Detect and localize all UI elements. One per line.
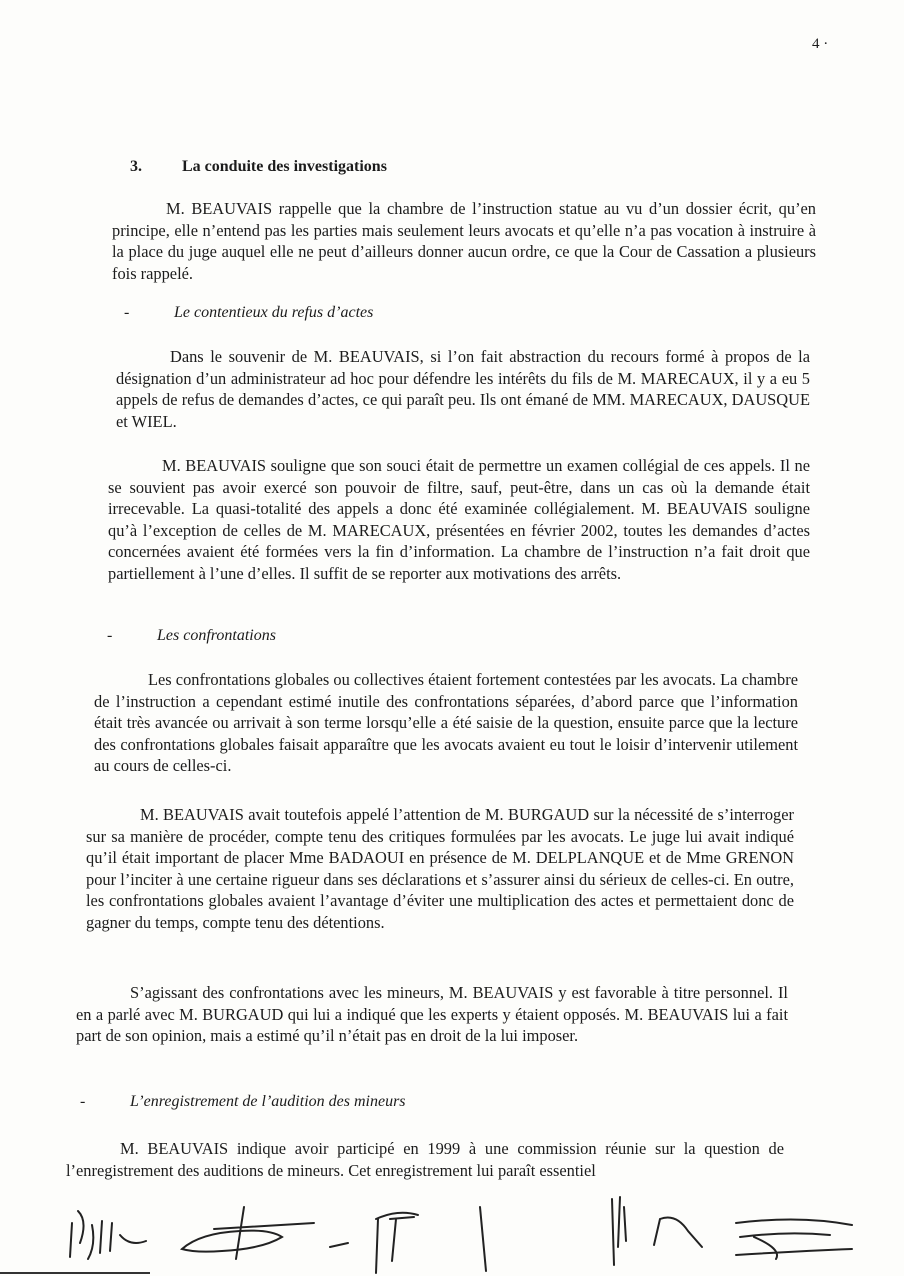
subheading-dash: -	[80, 1093, 86, 1110]
page-number: 4 ·	[812, 36, 829, 52]
subheading-dash: -	[107, 627, 113, 644]
paragraph-2: M. BEAUVAIS souligne que son souci était de permettre un examen collégial de ces appels. Il ne se souvient pas avoir exercé son pouvoir de filtre, sauf, peut-être, dans un cas où la demande était irrecevable. La quasi-totalité des appels a donc été examinée collégialement. M. BEAUVAIS souligne qu’à l’exception de celles de M. MARECAUX, présentées en février 2002, toutes les demandes d’actes concernées avaient été formées vers la fin d’information. La chambre de l’instruction n’a fait droit que partiellement à l’une d’elles. Il suffit de se reporter aux motivations des arrêts.	[108, 456, 810, 583]
subheading-enregistrement	[80, 1093, 406, 1111]
intro-paragraph: M. BEAUVAIS rappelle que la chambre de l’instruction statue au vu d’un dossier écrit, qu’en principe, elle n’entend pas les parties mais seulement leurs avocats et qu’elle n’a pas vocation à instruire à la place du juge auquel elle ne peut d’ailleurs donner aucun ordre, ce que la Cour de Cassation a plusieurs fois rappelé.	[112, 199, 816, 283]
paragraph-6: M. BEAUVAIS indique avoir participé en 1999 à une commission réunie sur la question de l’enregistrement des auditions de mineurs. Cet enregistrement lui paraît essentiel	[66, 1139, 784, 1180]
paragraph-3: Les confrontations globales ou collectives étaient fortement contestées par les avocats. La chambre de l’instruction a cependant estimé inutile des confrontations séparées, d’abord parce que l’information était très avancée ou arrivait à son terme lorsqu’elle a été saisie de la question, ensuite parce que la lecture des confrontations globales faisait apparaître que les avocats avaient eu tout le loisir d’intervenir utilement au cours de celles-ci.	[94, 670, 798, 776]
section-number: 3.	[130, 158, 142, 175]
paragraph-5: S’agissant des confrontations avec les mineurs, M. BEAUVAIS y est favorable à titre personnel. Il en a parlé avec M. BURGAUD qui lui a indiqué que les experts y étaient opposés. M. BEAUVAIS lui a fait part de son opinion, mais a estimé qu’il n’était pas en droit de la lui imposer.	[76, 983, 788, 1046]
signature-initials	[0, 1185, 904, 1276]
paragraph-1: Dans le souvenir de M. BEAUVAIS, si l’on fait abstraction du recours formé à propos de la désignation d’un administrateur ad hoc pour défendre les intérêts du fils de M. MARECAUX, il y a eu 5 appels de refus de demandes d’actes, ce qui paraît peu. Ils ont émané de MM. MARECAUX, DAUSQUE et WIEL.	[116, 347, 810, 431]
paragraph-4: M. BEAUVAIS avait toutefois appelé l’attention de M. BURGAUD sur la nécessité de s’interroger sur sa manière de procéder, compte tenu des critiques formulées par les avocats. Le juge lui avait indiqué qu’il était important de placer Mme BADAOUI en présence de M. DELPLANQUE et de Mme GRENON pour l’inciter à une certaine rigueur dans ses déclarations et s’assurer ainsi du sérieux de celles-ci. En outre, les confrontations globales avaient l’avantage d’éviter une multiplication des actes et permettaient donc de gagner du temps, compte tenu des détentions.	[86, 805, 794, 932]
section-title: La conduite des investigations	[182, 158, 387, 175]
subheading-dash: -	[124, 304, 130, 321]
bottom-rule	[0, 1272, 150, 1274]
subheading-title: Les confrontations	[157, 627, 276, 644]
subheading-confrontations	[107, 627, 276, 645]
section-heading	[130, 158, 387, 176]
subheading-title: Le contentieux du refus d’actes	[174, 304, 374, 321]
subheading-title: L’enregistrement de l’audition des mineurs	[130, 1093, 406, 1110]
subheading-refus	[124, 304, 374, 322]
